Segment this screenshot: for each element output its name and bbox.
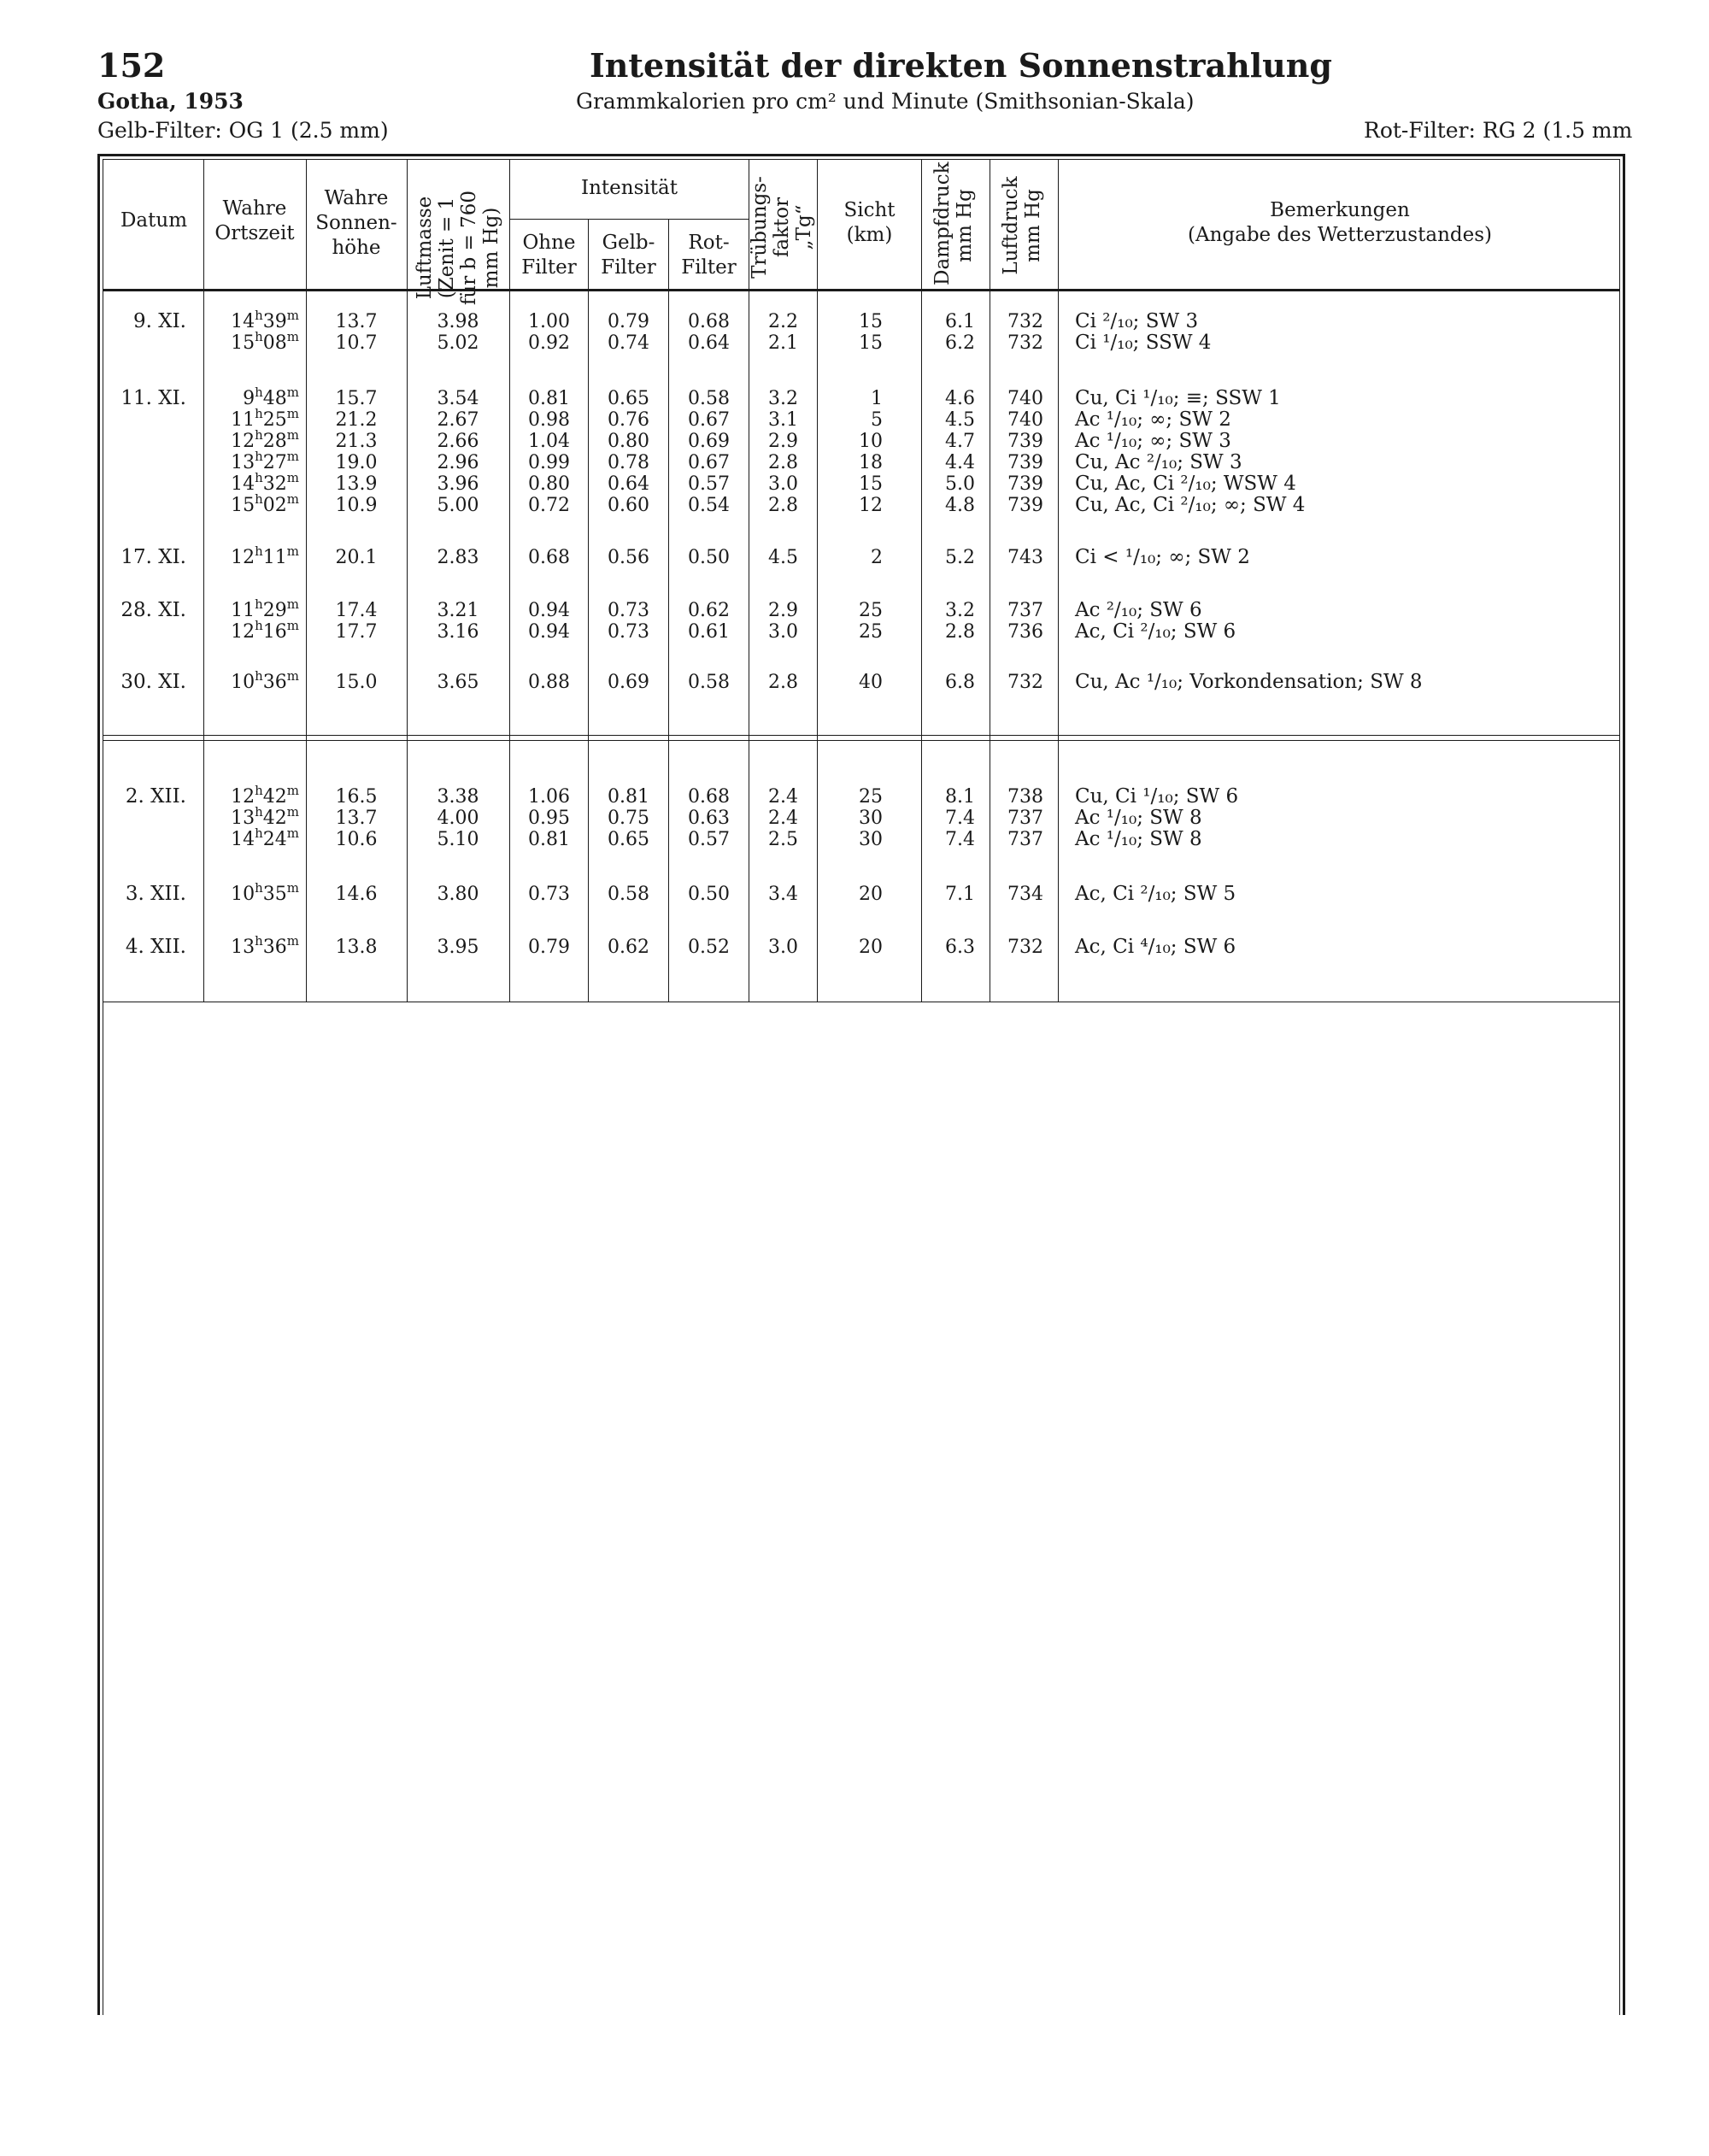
time-hours: 12 <box>231 621 255 643</box>
time-m-unit: m <box>286 804 299 820</box>
section-rule-2 <box>103 740 1620 741</box>
page-subtitle: Grammkalorien pro cm² und Minute (Smithsonian-Skala) <box>576 89 1195 114</box>
cell-sicht: 20 <box>859 884 883 905</box>
cell-sicht: 5 <box>871 409 883 431</box>
cell-luftmasse: 2.67 <box>437 409 479 431</box>
cell-sicht: 30 <box>859 808 883 829</box>
remark-cell: Ci ¹/₁₀; SSW 4 <box>1075 332 1212 354</box>
date-cell: 3. XII. <box>125 883 186 905</box>
date-cell: 30. XI. <box>120 671 186 693</box>
cell-luft: 732 <box>1007 937 1043 958</box>
cell-ohne: 0.98 <box>528 409 570 431</box>
remark-cell: Cu, Ac ¹/₁₀; Vorkondensation; SW 8 <box>1075 671 1423 693</box>
cell-tg: 2.8 <box>768 495 798 516</box>
remark-cell: Cu, Ac, Ci ²/₁₀; ∞; SW 4 <box>1075 494 1306 516</box>
col-header-luftdruck: Luftdruck mm Hg <box>1000 176 1044 275</box>
cell-ohne: 0.94 <box>528 600 570 621</box>
cell-luft: 737 <box>1007 829 1043 850</box>
time-minutes: 48 <box>262 388 287 409</box>
time-m-unit: m <box>286 933 299 949</box>
cell-dampf: 7.1 <box>945 884 975 905</box>
col-header-sonnenhoehe: Wahre Sonnen- höhe <box>315 187 397 259</box>
time-minutes: 29 <box>262 600 287 621</box>
page-number: 152 <box>97 46 166 85</box>
cell-luftmasse: 3.65 <box>437 672 479 693</box>
cell-tg: 4.5 <box>768 547 798 568</box>
time-minutes: 27 <box>262 452 287 473</box>
page-title: Intensität der direkten Sonnenstrahlung <box>590 46 1332 85</box>
time-cell <box>205 470 299 495</box>
cell-ohne: 0.99 <box>528 452 570 473</box>
time-cell <box>205 406 299 431</box>
cell-gelb: 0.60 <box>608 495 649 516</box>
cell-ohne: 0.92 <box>528 332 570 354</box>
cell-dampf: 4.5 <box>945 409 975 431</box>
time-h-unit: h <box>255 668 263 684</box>
col-sep <box>203 159 204 1002</box>
table-border-left <box>97 154 100 2015</box>
time-cell <box>205 543 299 568</box>
cell-luftmasse: 3.16 <box>437 621 479 643</box>
cell-luftmasse: 3.98 <box>437 311 479 332</box>
time-minutes: 32 <box>262 473 287 495</box>
cell-sicht: 25 <box>859 786 883 808</box>
time-hours: 13 <box>231 808 255 829</box>
cell-sicht: 2 <box>871 547 883 568</box>
cell-luft: 739 <box>1007 495 1043 516</box>
cell-luft: 736 <box>1007 621 1043 643</box>
time-h-unit: h <box>255 470 263 485</box>
cell-dampf: 7.4 <box>945 829 975 850</box>
time-cell <box>205 596 299 621</box>
cell-luftmasse: 2.96 <box>437 452 479 473</box>
col-sep <box>921 159 922 1002</box>
cell-luftmasse: 3.38 <box>437 786 479 808</box>
time-hours: 14 <box>231 829 255 850</box>
time-h-unit: h <box>255 783 263 798</box>
remark-cell: Ac, Ci ²/₁₀; SW 5 <box>1075 883 1236 905</box>
rot-filter-label: Rot-Filter: RG 2 (1.5 mm <box>1364 118 1633 143</box>
time-m-unit: m <box>286 596 299 612</box>
time-minutes: 36 <box>262 672 287 693</box>
col-header-sicht: Sicht (km) <box>843 199 896 246</box>
station-title: Gotha, 1953 <box>97 89 244 114</box>
cell-rot: 0.58 <box>688 672 730 693</box>
cell-rot: 0.67 <box>688 409 730 431</box>
col-header-bemerkungen: Bemerkungen (Angabe des Wetterzustandes) <box>1187 199 1492 246</box>
cell-gelb: 0.64 <box>608 473 649 495</box>
cell-sicht: 20 <box>859 937 883 958</box>
time-m-unit: m <box>286 783 299 798</box>
time-h-unit: h <box>255 491 263 507</box>
cell-luft: 734 <box>1007 884 1043 905</box>
cell-sicht: 25 <box>859 621 883 643</box>
cell-ohne: 1.06 <box>528 786 570 808</box>
col-header-luftmasse: Luftmasse (Zenit = 1 für b = 760 mm Hg) <box>414 190 502 306</box>
cell-dampf: 6.3 <box>945 937 975 958</box>
time-cell <box>205 385 299 409</box>
cell-dampf: 5.0 <box>945 473 975 495</box>
cell-luft: 739 <box>1007 452 1043 473</box>
cell-dampf: 3.2 <box>945 600 975 621</box>
time-cell <box>205 449 299 473</box>
cell-ohne: 0.95 <box>528 808 570 829</box>
time-hours: 13 <box>231 452 255 473</box>
cell-sicht: 25 <box>859 600 883 621</box>
cell-tg: 2.8 <box>768 452 798 473</box>
time-hours: 12 <box>231 786 255 808</box>
time-m-unit: m <box>286 668 299 684</box>
cell-hoehe: 13.9 <box>335 473 378 495</box>
cell-luft: 732 <box>1007 311 1043 332</box>
time-h-unit: h <box>255 329 263 344</box>
cell-gelb: 0.74 <box>608 332 649 354</box>
cell-luft: 740 <box>1007 409 1043 431</box>
remark-cell: Ac ¹/₁₀; ∞; SW 3 <box>1075 430 1231 452</box>
cell-ohne: 0.94 <box>528 621 570 643</box>
time-m-unit: m <box>286 880 299 896</box>
cell-dampf: 4.6 <box>945 388 975 409</box>
time-h-unit: h <box>255 449 263 464</box>
cell-ohne: 0.81 <box>528 829 570 850</box>
time-hours: 11 <box>231 600 255 621</box>
time-cell <box>205 783 299 808</box>
cell-ohne: 0.73 <box>528 884 570 905</box>
time-minutes: 02 <box>262 495 287 516</box>
col-header-rot-filter: Rot- Filter <box>681 232 737 279</box>
cell-hoehe: 16.5 <box>335 786 378 808</box>
time-m-unit: m <box>286 543 299 559</box>
time-hours: 14 <box>231 311 255 332</box>
cell-dampf: 4.7 <box>945 431 975 452</box>
cell-dampf: 6.8 <box>945 672 975 693</box>
date-cell: 4. XII. <box>125 936 186 958</box>
cell-luftmasse: 5.02 <box>437 332 479 354</box>
col-sep <box>509 159 510 1002</box>
cell-hoehe: 15.0 <box>335 672 378 693</box>
time-minutes: 28 <box>262 431 287 452</box>
date-cell: 11. XI. <box>120 387 186 409</box>
time-h-unit: h <box>255 427 263 443</box>
time-h-unit: h <box>255 933 263 949</box>
time-cell <box>205 880 299 905</box>
cell-tg: 2.1 <box>768 332 798 354</box>
cell-sicht: 40 <box>859 672 883 693</box>
cell-gelb: 0.58 <box>608 884 649 905</box>
time-m-unit: m <box>286 470 299 485</box>
cell-rot: 0.63 <box>688 808 730 829</box>
cell-hoehe: 13.7 <box>335 808 378 829</box>
cell-tg: 2.4 <box>768 808 798 829</box>
cell-dampf: 4.4 <box>945 452 975 473</box>
cell-luftmasse: 5.00 <box>437 495 479 516</box>
cell-ohne: 0.68 <box>528 547 570 568</box>
time-h-unit: h <box>255 804 263 820</box>
cell-sicht: 12 <box>859 495 883 516</box>
col-sep <box>407 159 408 1002</box>
cell-hoehe: 14.6 <box>335 884 378 905</box>
time-cell <box>205 825 299 850</box>
cell-hoehe: 15.7 <box>335 388 378 409</box>
time-minutes: 24 <box>262 829 287 850</box>
time-hours: 12 <box>231 547 255 568</box>
cell-gelb: 0.69 <box>608 672 649 693</box>
cell-dampf: 6.2 <box>945 332 975 354</box>
cell-rot: 0.50 <box>688 547 730 568</box>
date-cell: 9. XI. <box>132 310 186 332</box>
time-m-unit: m <box>286 308 299 323</box>
cell-sicht: 15 <box>859 473 883 495</box>
cell-tg: 2.9 <box>768 431 798 452</box>
cell-luft: 738 <box>1007 786 1043 808</box>
cell-luft: 740 <box>1007 388 1043 409</box>
cell-luft: 739 <box>1007 431 1043 452</box>
cell-gelb: 0.65 <box>608 829 649 850</box>
col-header-truebungsfaktor: Trübungs- faktor „Tg“ <box>749 176 815 279</box>
time-m-unit: m <box>286 385 299 400</box>
cell-tg: 3.0 <box>768 473 798 495</box>
cell-luft: 743 <box>1007 547 1043 568</box>
cell-luftmasse: 3.96 <box>437 473 479 495</box>
cell-gelb: 0.62 <box>608 937 649 958</box>
cell-rot: 0.69 <box>688 431 730 452</box>
remark-cell: Cu, Ci ¹/₁₀; SW 6 <box>1075 785 1239 808</box>
time-minutes: 42 <box>262 808 287 829</box>
cell-rot: 0.68 <box>688 311 730 332</box>
col-header-ortszeit: Wahre Ortszeit <box>214 197 295 244</box>
remark-cell: Ci < ¹/₁₀; ∞; SW 2 <box>1075 546 1250 568</box>
cell-hoehe: 13.8 <box>335 937 378 958</box>
cell-gelb: 0.80 <box>608 431 649 452</box>
cell-sicht: 18 <box>859 452 883 473</box>
cell-luft: 739 <box>1007 473 1043 495</box>
cell-dampf: 4.8 <box>945 495 975 516</box>
col-header-dampfdruck: Dampfdruck mm Hg <box>931 162 976 285</box>
time-m-unit: m <box>286 449 299 464</box>
table-border-right <box>1623 154 1625 2015</box>
cell-luft: 732 <box>1007 672 1043 693</box>
table-border-top <box>97 154 1625 156</box>
time-cell <box>205 618 299 643</box>
cell-hoehe: 10.9 <box>335 495 378 516</box>
cell-ohne: 0.72 <box>528 495 570 516</box>
cell-tg: 3.0 <box>768 937 798 958</box>
cell-rot: 0.67 <box>688 452 730 473</box>
gelb-filter-label: Gelb-Filter: OG 1 (2.5 mm) <box>97 118 389 143</box>
cell-gelb: 0.56 <box>608 547 649 568</box>
time-minutes: 35 <box>262 884 287 905</box>
cell-hoehe: 17.7 <box>335 621 378 643</box>
cell-rot: 0.61 <box>688 621 730 643</box>
cell-gelb: 0.73 <box>608 600 649 621</box>
remark-cell: Cu, Ac ²/₁₀; SW 3 <box>1075 451 1242 473</box>
cell-ohne: 1.04 <box>528 431 570 452</box>
cell-ohne: 0.79 <box>528 937 570 958</box>
remark-cell: Cu, Ci ¹/₁₀; ≡; SSW 1 <box>1075 387 1281 409</box>
col-header-intensitaet: Intensität <box>581 177 678 199</box>
cell-luftmasse: 3.21 <box>437 600 479 621</box>
time-minutes: 16 <box>262 621 287 643</box>
cell-dampf: 5.2 <box>945 547 975 568</box>
cell-dampf: 7.4 <box>945 808 975 829</box>
cell-tg: 2.5 <box>768 829 798 850</box>
cell-luftmasse: 2.83 <box>437 547 479 568</box>
cell-rot: 0.52 <box>688 937 730 958</box>
cell-hoehe: 20.1 <box>335 547 378 568</box>
time-minutes: 11 <box>262 547 287 568</box>
cell-sicht: 15 <box>859 311 883 332</box>
cell-hoehe: 10.7 <box>335 332 378 354</box>
time-hours: 14 <box>231 473 255 495</box>
cell-sicht: 1 <box>871 388 883 409</box>
header-rule <box>103 289 1620 291</box>
remark-cell: Cu, Ac, Ci ²/₁₀; WSW 4 <box>1075 473 1296 495</box>
section-rule-1 <box>103 735 1620 736</box>
remark-cell: Ac ²/₁₀; SW 6 <box>1075 599 1202 621</box>
cell-hoehe: 13.7 <box>335 311 378 332</box>
time-h-unit: h <box>255 543 263 559</box>
cell-tg: 2.8 <box>768 672 798 693</box>
cell-sicht: 30 <box>859 829 883 850</box>
time-m-unit: m <box>286 406 299 421</box>
time-hours: 12 <box>231 431 255 452</box>
col-header-datum: Datum <box>120 209 188 232</box>
time-hours: 13 <box>231 937 255 958</box>
cell-luft: 737 <box>1007 600 1043 621</box>
time-h-unit: h <box>255 596 263 612</box>
cell-rot: 0.54 <box>688 495 730 516</box>
time-minutes: 08 <box>262 332 287 354</box>
time-cell <box>205 308 299 332</box>
time-minutes: 39 <box>262 311 287 332</box>
cell-rot: 0.57 <box>688 473 730 495</box>
time-h-unit: h <box>255 825 263 841</box>
time-hours: 11 <box>231 409 255 431</box>
cell-tg: 3.1 <box>768 409 798 431</box>
cell-ohne: 0.88 <box>528 672 570 693</box>
cell-gelb: 0.78 <box>608 452 649 473</box>
col-sep <box>817 159 818 1002</box>
time-hours: 10 <box>231 672 255 693</box>
cell-gelb: 0.73 <box>608 621 649 643</box>
cell-gelb: 0.75 <box>608 808 649 829</box>
table-border-right-inner <box>1619 159 1620 2015</box>
intensity-subrule <box>510 219 749 220</box>
cell-gelb: 0.76 <box>608 409 649 431</box>
remark-cell: Ci ²/₁₀; SW 3 <box>1075 310 1199 332</box>
cell-luftmasse: 5.10 <box>437 829 479 850</box>
cell-sicht: 10 <box>859 431 883 452</box>
cell-tg: 3.2 <box>768 388 798 409</box>
time-h-unit: h <box>255 406 263 421</box>
cell-ohne: 0.80 <box>528 473 570 495</box>
cell-rot: 0.64 <box>688 332 730 354</box>
cell-rot: 0.57 <box>688 829 730 850</box>
cell-tg: 2.9 <box>768 600 798 621</box>
table-border-top-inner <box>103 159 1620 160</box>
remark-cell: Ac, Ci ⁴/₁₀; SW 6 <box>1075 936 1236 958</box>
cell-luftmasse: 4.00 <box>437 808 479 829</box>
cell-rot: 0.50 <box>688 884 730 905</box>
col-sep <box>1058 159 1059 1002</box>
cell-hoehe: 21.3 <box>335 431 378 452</box>
time-h-unit: h <box>255 385 263 400</box>
cell-tg: 3.4 <box>768 884 798 905</box>
cell-gelb: 0.65 <box>608 388 649 409</box>
time-minutes: 25 <box>262 409 287 431</box>
time-hours: 10 <box>231 884 255 905</box>
remark-cell: Ac ¹/₁₀; ∞; SW 2 <box>1075 408 1231 431</box>
cell-rot: 0.62 <box>688 600 730 621</box>
cell-luftmasse: 2.66 <box>437 431 479 452</box>
remark-cell: Ac, Ci ²/₁₀; SW 6 <box>1075 620 1236 643</box>
cell-luftmasse: 3.95 <box>437 937 479 958</box>
cell-dampf: 2.8 <box>945 621 975 643</box>
cell-rot: 0.68 <box>688 786 730 808</box>
col-sep <box>306 159 307 1002</box>
time-hours: 9 <box>243 388 255 409</box>
cell-tg: 2.4 <box>768 786 798 808</box>
time-m-unit: m <box>286 491 299 507</box>
col-header-gelb-filter: Gelb- Filter <box>601 232 656 279</box>
time-hours: 15 <box>231 332 255 354</box>
time-m-unit: m <box>286 427 299 443</box>
cell-hoehe: 10.6 <box>335 829 378 850</box>
cell-luftmasse: 3.54 <box>437 388 479 409</box>
time-cell <box>205 933 299 958</box>
time-cell <box>205 668 299 693</box>
time-m-unit: m <box>286 825 299 841</box>
time-h-unit: h <box>255 618 263 633</box>
time-cell <box>205 804 299 829</box>
cell-gelb: 0.81 <box>608 786 649 808</box>
cell-rot: 0.58 <box>688 388 730 409</box>
cell-tg: 3.0 <box>768 621 798 643</box>
time-cell <box>205 491 299 516</box>
date-cell: 28. XI. <box>120 599 186 621</box>
date-cell: 2. XII. <box>125 785 186 808</box>
cell-sicht: 15 <box>859 332 883 354</box>
col-header-ohne-filter: Ohne Filter <box>521 232 577 279</box>
cell-tg: 2.2 <box>768 311 798 332</box>
remark-cell: Ac ¹/₁₀; SW 8 <box>1075 828 1202 850</box>
time-cell <box>205 427 299 452</box>
cell-ohne: 1.00 <box>528 311 570 332</box>
cell-hoehe: 21.2 <box>335 409 378 431</box>
time-h-unit: h <box>255 880 263 896</box>
time-minutes: 42 <box>262 786 287 808</box>
cell-gelb: 0.79 <box>608 311 649 332</box>
time-cell <box>205 329 299 354</box>
cell-luft: 732 <box>1007 332 1043 354</box>
time-hours: 15 <box>231 495 255 516</box>
cell-dampf: 8.1 <box>945 786 975 808</box>
cell-luftmasse: 3.80 <box>437 884 479 905</box>
cell-hoehe: 17.4 <box>335 600 378 621</box>
cell-ohne: 0.81 <box>528 388 570 409</box>
time-h-unit: h <box>255 308 263 323</box>
time-m-unit: m <box>286 329 299 344</box>
cell-dampf: 6.1 <box>945 311 975 332</box>
time-minutes: 36 <box>262 937 287 958</box>
cell-hoehe: 19.0 <box>335 452 378 473</box>
date-cell: 17. XI. <box>120 546 186 568</box>
time-m-unit: m <box>286 618 299 633</box>
remark-cell: Ac ¹/₁₀; SW 8 <box>1075 807 1202 829</box>
cell-luft: 737 <box>1007 808 1043 829</box>
